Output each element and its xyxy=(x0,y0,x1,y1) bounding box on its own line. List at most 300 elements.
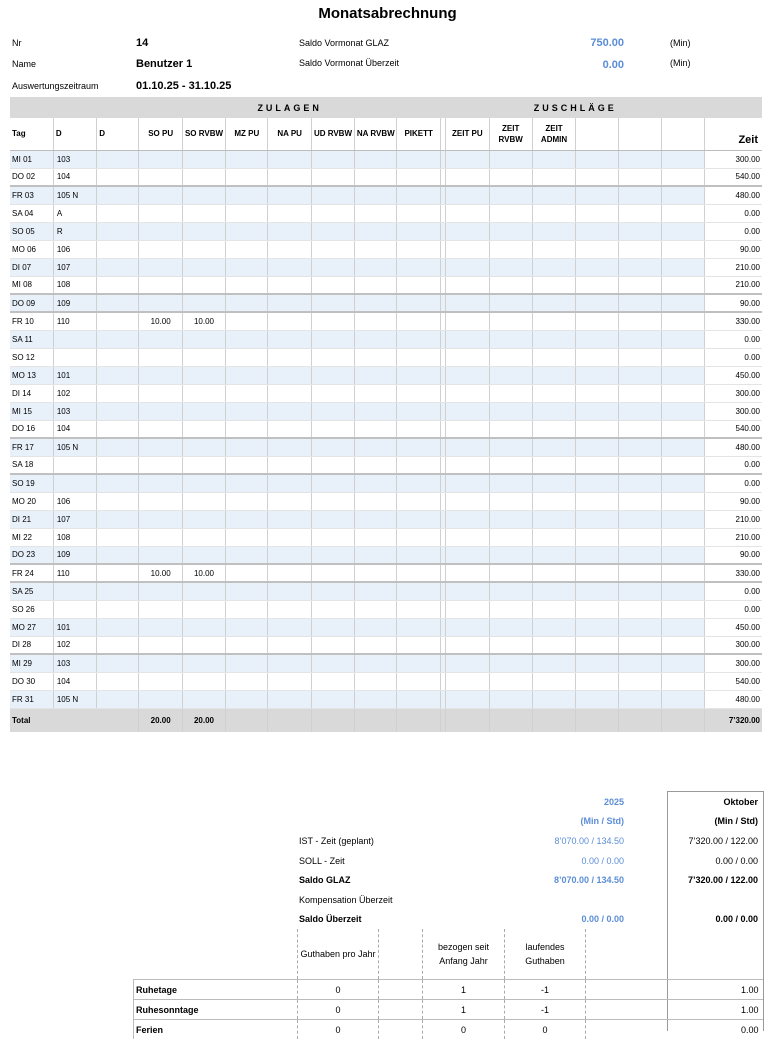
table-cell xyxy=(618,528,661,546)
table-row xyxy=(10,312,762,330)
cell-d2 xyxy=(97,330,139,348)
glaz-month: 7’320.00 / 122.00 xyxy=(687,875,758,885)
cell-d2 xyxy=(97,240,139,258)
cell-so-pu xyxy=(139,276,182,294)
summary-year-unit: (Min / Std) xyxy=(580,816,624,826)
col-zeit: Zeit xyxy=(705,118,762,150)
table-cell xyxy=(532,456,575,474)
cell-d2 xyxy=(97,618,139,636)
table-cell xyxy=(532,654,575,672)
nr-label: Nr xyxy=(12,38,22,48)
cell-tag: SO 05 xyxy=(10,222,53,240)
table-cell xyxy=(446,672,489,690)
cell-tag: SO 26 xyxy=(10,600,53,618)
table-cell xyxy=(446,492,489,510)
table-cell xyxy=(268,204,311,222)
cell-d2 xyxy=(97,456,139,474)
cell-tag: SA 18 xyxy=(10,456,53,474)
cell-tag: DO 09 xyxy=(10,294,53,312)
table-cell xyxy=(489,600,532,618)
cell-d: 102 xyxy=(53,636,96,654)
cell-d2 xyxy=(97,510,139,528)
cell-tag: SA 11 xyxy=(10,330,53,348)
table-cell xyxy=(532,510,575,528)
table-cell xyxy=(532,186,575,204)
table-cell xyxy=(311,474,354,492)
table-cell xyxy=(311,258,354,276)
cell-d: 107 xyxy=(53,258,96,276)
table-cell xyxy=(397,312,440,330)
table-cell xyxy=(489,690,532,708)
cell-so-pu xyxy=(139,528,182,546)
monthly-table xyxy=(10,97,762,732)
cell-so-pu xyxy=(139,510,182,528)
cell-d: 103 xyxy=(53,150,96,168)
col-tag: Tag xyxy=(10,118,53,150)
table-cell xyxy=(268,366,311,384)
table-cell xyxy=(311,564,354,582)
table-cell xyxy=(311,672,354,690)
table-cell xyxy=(489,330,532,348)
cell-tag: SO 12 xyxy=(10,348,53,366)
table-cell xyxy=(532,402,575,420)
table-cell xyxy=(355,294,397,312)
table-cell xyxy=(355,168,397,186)
table-cell xyxy=(576,150,618,168)
table-cell xyxy=(268,276,311,294)
table-cell xyxy=(226,600,268,618)
table-cell xyxy=(661,186,704,204)
cell-so-rvbw xyxy=(182,402,225,420)
table-cell xyxy=(355,258,397,276)
cell-zeit: 0.00 xyxy=(705,204,762,222)
table-row xyxy=(10,618,762,636)
table-cell xyxy=(661,636,704,654)
table-cell xyxy=(355,546,397,564)
table-cell xyxy=(355,384,397,402)
saldo-ueber-value: 0.00 xyxy=(602,59,624,71)
table-cell xyxy=(397,276,440,294)
cell-so-rvbw xyxy=(182,528,225,546)
guthaben-blank xyxy=(586,980,669,1000)
table-cell xyxy=(532,384,575,402)
table-cell xyxy=(226,618,268,636)
table-cell xyxy=(311,384,354,402)
table-cell xyxy=(618,546,661,564)
table-cell xyxy=(226,330,268,348)
table-cell xyxy=(397,654,440,672)
cell-so-rvbw xyxy=(182,168,225,186)
table-cell xyxy=(661,330,704,348)
table-cell xyxy=(268,618,311,636)
cell-so-pu: 10.00 xyxy=(139,564,182,582)
table-cell xyxy=(489,258,532,276)
table-row xyxy=(10,528,762,546)
table-cell xyxy=(661,474,704,492)
table-cell xyxy=(661,510,704,528)
table-cell xyxy=(446,348,489,366)
cell-tag: DO 16 xyxy=(10,420,53,438)
table-cell xyxy=(576,240,618,258)
cell-tag: MI 01 xyxy=(10,150,53,168)
table-cell xyxy=(355,474,397,492)
guthaben-total: 1.00 xyxy=(669,980,763,1000)
table-cell xyxy=(226,690,268,708)
table-cell xyxy=(576,456,618,474)
table-cell xyxy=(268,690,311,708)
glaz-year: 8’070.00 / 134.50 xyxy=(553,875,624,885)
table-cell xyxy=(226,294,268,312)
table-cell xyxy=(226,438,268,456)
table-cell xyxy=(446,618,489,636)
cell-so-pu xyxy=(139,204,182,222)
cell-d2 xyxy=(97,366,139,384)
total-cell xyxy=(355,708,397,732)
table-cell xyxy=(661,222,704,240)
table-cell xyxy=(618,258,661,276)
cell-zeit: 90.00 xyxy=(705,546,762,564)
cell-d: A xyxy=(53,204,96,222)
guthaben-blank xyxy=(379,1000,423,1020)
cell-d2 xyxy=(97,222,139,240)
col-d2: D xyxy=(97,118,139,150)
guthaben-pro-jahr: 0 xyxy=(298,980,379,1000)
table-cell xyxy=(489,546,532,564)
cell-zeit: 450.00 xyxy=(705,618,762,636)
cell-so-rvbw xyxy=(182,672,225,690)
table-cell xyxy=(489,168,532,186)
table-cell xyxy=(397,564,440,582)
table-cell xyxy=(268,546,311,564)
glaz-label: Saldo GLAZ xyxy=(299,875,351,885)
cell-so-rvbw xyxy=(182,654,225,672)
table-row xyxy=(10,150,762,168)
table-cell xyxy=(311,312,354,330)
table-cell xyxy=(532,204,575,222)
table-cell xyxy=(446,564,489,582)
table-cell xyxy=(489,618,532,636)
table-cell xyxy=(576,168,618,186)
table-cell xyxy=(311,528,354,546)
cell-d2 xyxy=(97,294,139,312)
cell-so-rvbw xyxy=(182,582,225,600)
cell-d: 104 xyxy=(53,672,96,690)
guthaben-row xyxy=(134,980,763,1000)
table-row xyxy=(10,294,762,312)
table-cell xyxy=(268,654,311,672)
cell-d: 108 xyxy=(53,276,96,294)
table-cell xyxy=(311,654,354,672)
cell-tag: MO 06 xyxy=(10,240,53,258)
table-cell xyxy=(489,204,532,222)
table-cell xyxy=(268,348,311,366)
cell-so-pu xyxy=(139,636,182,654)
table-cell xyxy=(355,492,397,510)
table-cell xyxy=(226,186,268,204)
table-cell xyxy=(532,438,575,456)
guthaben-bezogen: 1 xyxy=(423,980,505,1000)
cell-d xyxy=(53,582,96,600)
komp-label: Kompensation Überzeit xyxy=(299,895,393,905)
cell-d: 109 xyxy=(53,546,96,564)
table-cell xyxy=(489,672,532,690)
cell-d: 103 xyxy=(53,654,96,672)
period-value: 01.10.25 - 31.10.25 xyxy=(136,80,232,92)
ueber-month: 0.00 / 0.00 xyxy=(715,914,758,924)
table-cell xyxy=(355,312,397,330)
summary-month: Oktober xyxy=(723,797,758,807)
cell-d: 101 xyxy=(53,618,96,636)
cell-d2 xyxy=(97,492,139,510)
cell-d: 109 xyxy=(53,294,96,312)
table-row xyxy=(10,348,762,366)
table-cell xyxy=(446,240,489,258)
guthaben-total: 0.00 xyxy=(669,1020,763,1040)
table-cell xyxy=(576,204,618,222)
table-cell xyxy=(618,600,661,618)
table-cell xyxy=(268,150,311,168)
cell-so-pu xyxy=(139,258,182,276)
cell-so-rvbw xyxy=(182,690,225,708)
table-cell xyxy=(268,168,311,186)
table-cell xyxy=(397,168,440,186)
cell-d2 xyxy=(97,420,139,438)
total-cell xyxy=(268,708,311,732)
table-cell xyxy=(268,330,311,348)
ueber-label: Saldo Überzeit xyxy=(299,914,362,924)
table-cell xyxy=(618,348,661,366)
table-cell xyxy=(532,582,575,600)
table-cell xyxy=(226,240,268,258)
table-cell xyxy=(355,150,397,168)
cell-tag: MO 20 xyxy=(10,492,53,510)
cell-tag: DO 30 xyxy=(10,672,53,690)
table-cell xyxy=(618,240,661,258)
table-cell xyxy=(226,312,268,330)
table-cell xyxy=(576,222,618,240)
guthaben-laufend: -1 xyxy=(505,1000,586,1020)
table-row xyxy=(10,330,762,348)
table-cell xyxy=(489,654,532,672)
table-cell xyxy=(311,420,354,438)
cell-d2 xyxy=(97,348,139,366)
table-cell xyxy=(311,402,354,420)
table-cell xyxy=(311,366,354,384)
table-row xyxy=(10,438,762,456)
table-cell xyxy=(397,438,440,456)
cell-d: 102 xyxy=(53,384,96,402)
cell-zeit: 0.00 xyxy=(705,456,762,474)
table-cell xyxy=(489,222,532,240)
table-row xyxy=(10,474,762,492)
cell-so-rvbw xyxy=(182,546,225,564)
cell-so-pu xyxy=(139,348,182,366)
cell-tag: FR 03 xyxy=(10,186,53,204)
table-row xyxy=(10,240,762,258)
cell-so-pu xyxy=(139,654,182,672)
table-row xyxy=(10,492,762,510)
table-cell xyxy=(355,636,397,654)
cell-tag: DI 14 xyxy=(10,384,53,402)
table-cell xyxy=(661,204,704,222)
cell-d xyxy=(53,474,96,492)
table-row xyxy=(10,366,762,384)
table-cell xyxy=(311,276,354,294)
table-cell xyxy=(532,276,575,294)
table-cell xyxy=(311,168,354,186)
table-cell xyxy=(397,474,440,492)
table-cell xyxy=(226,348,268,366)
table-cell xyxy=(489,402,532,420)
cell-so-pu: 10.00 xyxy=(139,312,182,330)
table-cell xyxy=(355,222,397,240)
cell-d: 105 N xyxy=(53,186,96,204)
table-cell xyxy=(576,474,618,492)
table-cell xyxy=(489,582,532,600)
nr-value: 14 xyxy=(136,37,149,49)
table-cell xyxy=(618,402,661,420)
table-cell xyxy=(226,150,268,168)
table-cell xyxy=(268,492,311,510)
table-cell xyxy=(397,636,440,654)
table-cell xyxy=(576,546,618,564)
table-row xyxy=(10,402,762,420)
table-cell xyxy=(576,600,618,618)
table-cell xyxy=(311,150,354,168)
table-cell xyxy=(397,618,440,636)
table-cell xyxy=(226,474,268,492)
table-cell xyxy=(311,456,354,474)
table-cell xyxy=(397,258,440,276)
table-cell xyxy=(311,330,354,348)
table-cell xyxy=(226,492,268,510)
cell-tag: DO 02 xyxy=(10,168,53,186)
table-cell xyxy=(576,186,618,204)
table-cell xyxy=(576,672,618,690)
table-cell xyxy=(397,690,440,708)
table-cell xyxy=(661,258,704,276)
table-cell xyxy=(576,636,618,654)
table-cell xyxy=(618,456,661,474)
table-cell xyxy=(532,618,575,636)
cell-so-rvbw xyxy=(182,186,225,204)
col-na-rvbw: NA RVBW xyxy=(355,118,397,150)
guthaben-bezogen: 1 xyxy=(423,1000,505,1020)
table-cell xyxy=(618,564,661,582)
cell-d xyxy=(53,456,96,474)
table-cell xyxy=(489,366,532,384)
cell-d2 xyxy=(97,384,139,402)
cell-so-pu xyxy=(139,222,182,240)
table-cell xyxy=(397,528,440,546)
cell-so-pu xyxy=(139,492,182,510)
cell-d: 107 xyxy=(53,510,96,528)
table-cell xyxy=(618,582,661,600)
table-cell xyxy=(532,330,575,348)
col-mz-pu: MZ PU xyxy=(226,118,268,150)
table-cell xyxy=(268,240,311,258)
cell-so-rvbw xyxy=(182,636,225,654)
table-cell xyxy=(311,636,354,654)
ist-month: 7’320.00 / 122.00 xyxy=(688,836,758,846)
cell-tag: MO 13 xyxy=(10,366,53,384)
cell-d2 xyxy=(97,204,139,222)
cell-so-pu xyxy=(139,384,182,402)
table-row xyxy=(10,384,762,402)
table-cell xyxy=(311,582,354,600)
table-cell xyxy=(355,348,397,366)
table-cell xyxy=(446,510,489,528)
period-label: Auswertungszeitraum xyxy=(12,81,99,91)
table-cell xyxy=(532,492,575,510)
table-row xyxy=(10,546,762,564)
cell-zeit: 300.00 xyxy=(705,150,762,168)
table-cell xyxy=(576,330,618,348)
table-cell xyxy=(661,276,704,294)
guthaben-total: 1.00 xyxy=(669,1000,763,1020)
cell-tag: FR 17 xyxy=(10,438,53,456)
table-cell xyxy=(355,582,397,600)
table-cell xyxy=(311,348,354,366)
table-cell xyxy=(268,384,311,402)
cell-so-pu xyxy=(139,420,182,438)
cell-so-pu xyxy=(139,294,182,312)
cell-d2 xyxy=(97,438,139,456)
col-zeit-admin: ZEIT ADMIN xyxy=(532,118,575,150)
cell-d2 xyxy=(97,186,139,204)
table-cell xyxy=(532,600,575,618)
table-cell xyxy=(311,492,354,510)
guthaben-table xyxy=(133,929,763,1039)
table-cell xyxy=(618,330,661,348)
table-cell xyxy=(397,150,440,168)
table-cell xyxy=(661,690,704,708)
table-cell xyxy=(576,402,618,420)
cell-d2 xyxy=(97,528,139,546)
table-cell xyxy=(489,438,532,456)
table-cell xyxy=(446,438,489,456)
cell-zeit: 330.00 xyxy=(705,312,762,330)
total-cell xyxy=(576,708,618,732)
col-d1: D xyxy=(53,118,96,150)
cell-so-rvbw xyxy=(182,204,225,222)
table-cell xyxy=(226,402,268,420)
table-cell xyxy=(397,204,440,222)
table-row xyxy=(10,168,762,186)
cell-d xyxy=(53,348,96,366)
cell-d: 101 xyxy=(53,366,96,384)
cell-tag: SA 04 xyxy=(10,204,53,222)
table-cell xyxy=(576,510,618,528)
table-cell xyxy=(355,510,397,528)
table-cell xyxy=(576,366,618,384)
table-cell xyxy=(661,456,704,474)
table-row xyxy=(10,222,762,240)
table-cell xyxy=(397,456,440,474)
total-cell xyxy=(532,708,575,732)
cell-so-rvbw xyxy=(182,330,225,348)
guthaben-row xyxy=(134,1000,763,1020)
table-cell xyxy=(268,438,311,456)
cell-zeit: 300.00 xyxy=(705,636,762,654)
cell-zeit: 210.00 xyxy=(705,258,762,276)
total-cell xyxy=(489,708,532,732)
table-cell xyxy=(446,150,489,168)
table-cell xyxy=(618,690,661,708)
table-cell xyxy=(618,186,661,204)
table-cell xyxy=(446,546,489,564)
table-cell xyxy=(268,456,311,474)
